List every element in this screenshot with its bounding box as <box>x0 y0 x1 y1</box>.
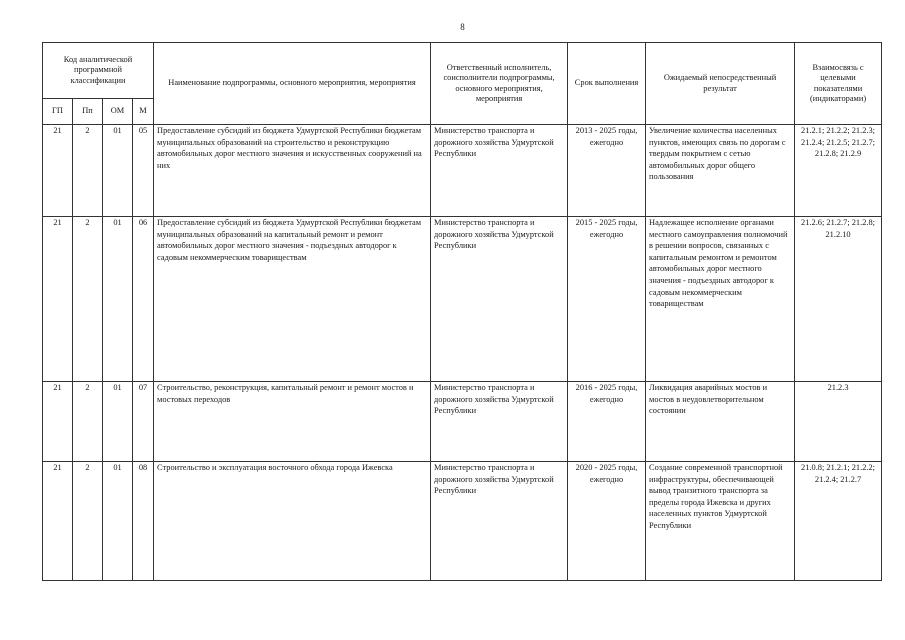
cell-name: Предоставление субсидий из бюджета Удмуртской Республики бюджетам муниципальных образований на капитальный ремонт и ремонт автомобильных дорог местного значения - подъездных автодорог к садовым некоммерческим товариществам <box>154 217 431 382</box>
cell-term: 2013 - 2025 годы, ежегодно <box>568 125 646 217</box>
header-term: Срок выполнения <box>568 43 646 125</box>
cell-indicators: 21.2.1; 21.2.2; 21.2.3; 21.2.4; 21.2.5; 21.2.7; 21.2.8; 21.2.9 <box>795 125 882 217</box>
cell-gp: 21 <box>43 462 73 581</box>
cell-pp: 2 <box>73 217 103 382</box>
cell-pp: 2 <box>73 382 103 462</box>
cell-om: 01 <box>103 462 133 581</box>
cell-name: Строительство и эксплуатация восточного обхода города Ижевска <box>154 462 431 581</box>
header-name: Наименование подпрограммы, основного мероприятия, мероприятия <box>154 43 431 125</box>
cell-responsible: Министерство транспорта и дорожного хозяйства Удмуртской Республики <box>431 382 568 462</box>
header-code-pp: Пп <box>73 99 103 125</box>
cell-gp: 21 <box>43 382 73 462</box>
header-code-om: ОМ <box>103 99 133 125</box>
cell-pp: 2 <box>73 125 103 217</box>
cell-om: 01 <box>103 217 133 382</box>
header-result: Ожидаемый непосредственный результат <box>646 43 795 125</box>
table-row <box>43 462 882 581</box>
cell-m: 06 <box>133 217 154 382</box>
cell-gp: 21 <box>43 217 73 382</box>
cell-pp: 2 <box>73 462 103 581</box>
cell-om: 01 <box>103 382 133 462</box>
table-row <box>43 125 882 217</box>
cell-m: 05 <box>133 125 154 217</box>
header-responsible: Ответственный исполнитель, соисполнители подпрограммы, основного мероприятия, мероприятия <box>431 43 568 125</box>
cell-term: 2016 - 2025 годы, ежегодно <box>568 382 646 462</box>
header-code-gp: ГП <box>43 99 73 125</box>
cell-om: 01 <box>103 125 133 217</box>
cell-indicators: 21.2.6; 21.2.7; 21.2.8; 21.2.10 <box>795 217 882 382</box>
table-header-row <box>43 43 882 99</box>
cell-name: Строительство, реконструкция, капитальный ремонт и ремонт мостов и мостовых переходов <box>154 382 431 462</box>
cell-result: Ликвидация аварийных мостов и мостов в неудовлетворительном состоянии <box>646 382 795 462</box>
cell-m: 07 <box>133 382 154 462</box>
table-row <box>43 217 882 382</box>
header-code-m: М <box>133 99 154 125</box>
cell-m: 08 <box>133 462 154 581</box>
header-relation: Взаимосвязь с целевыми показателями (индикаторами) <box>795 43 882 125</box>
table-row <box>43 382 882 462</box>
cell-gp: 21 <box>43 125 73 217</box>
header-code-group: Код аналитической программной классификации <box>43 43 154 99</box>
cell-result: Создание современной транспортной инфраструктуры, обеспечивающей вывод транзитного транспорта за пределы города Ижевска и других населенных пунктов Удмуртской Республики <box>646 462 795 581</box>
cell-responsible: Министерство транспорта и дорожного хозяйства Удмуртской Республики <box>431 217 568 382</box>
cell-indicators: 21.0.8; 21.2.1; 21.2.2; 21.2.4; 21.2.7 <box>795 462 882 581</box>
cell-name: Предоставление субсидий из бюджета Удмуртской Республики бюджетам муниципальных образований на строительство и реконструкцию автомобильных дорог местного значения и искусственных сооружений на них <box>154 125 431 217</box>
program-table <box>42 42 882 581</box>
cell-responsible: Министерство транспорта и дорожного хозяйства Удмуртской Республики <box>431 125 568 217</box>
cell-responsible: Министерство транспорта и дорожного хозяйства Удмуртской Республики <box>431 462 568 581</box>
cell-indicators: 21.2.3 <box>795 382 882 462</box>
cell-result: Увеличение количества населенных пунктов, имеющих связь по дорогам с твердым покрытием с сетью автомобильных дорог общего пользования <box>646 125 795 217</box>
cell-term: 2020 - 2025 годы, ежегодно <box>568 462 646 581</box>
cell-term: 2015 - 2025 годы, ежегодно <box>568 217 646 382</box>
page-number: 8 <box>460 22 465 32</box>
cell-result: Надлежащее исполнение органами местного самоуправления полномочий в решении вопросов, связанных с капитальным ремонтом и ремонтом автомобильных дорог местного значения - подъездных автодорог к садовым некоммерческим товариществам <box>646 217 795 382</box>
